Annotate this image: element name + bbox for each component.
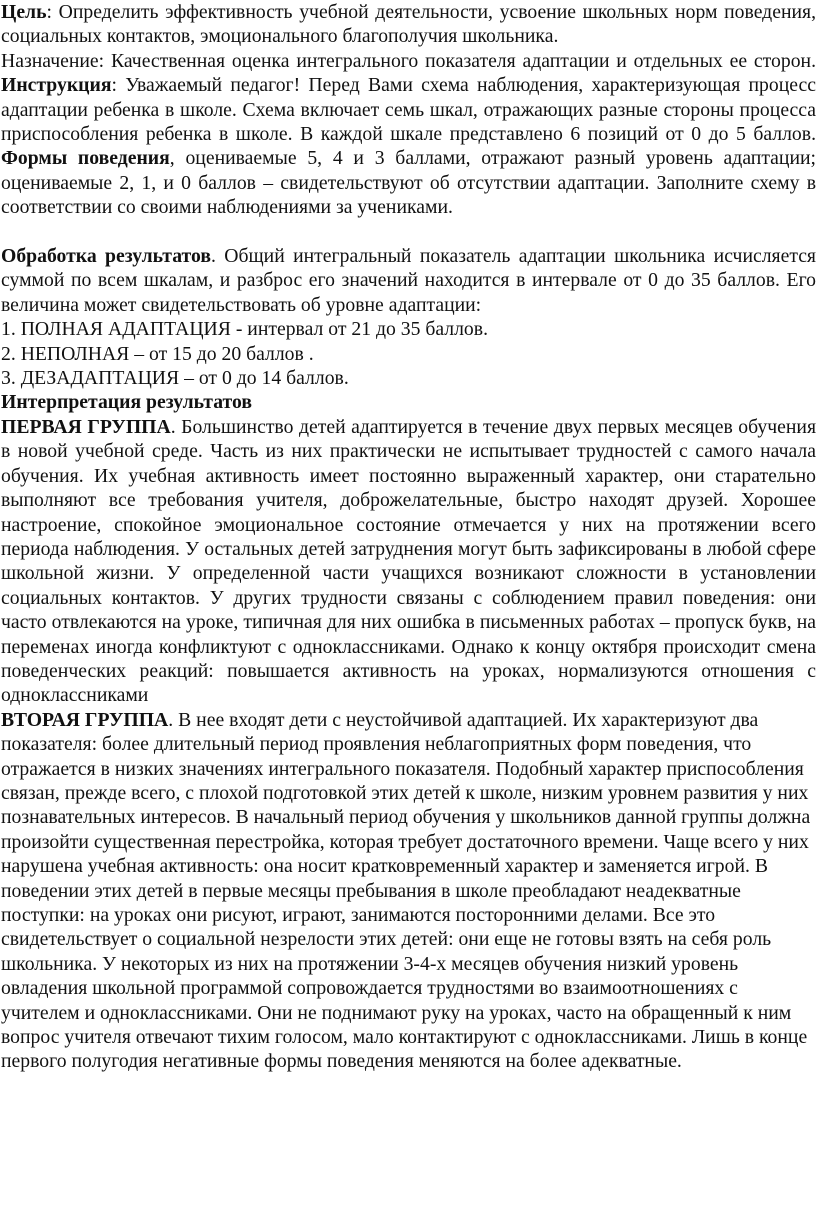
behavior-forms-text: , оцениваемые 5, 4 и 3 баллами, отражают разный уровень адаптации; оцениваемые 2, 1, и 0 баллов – свидетельствуют об отсутствии адаптации. Заполните схему в соответствии со своими наблюдениями за учениками. — [1, 147, 816, 219]
blank-line — [1, 220, 816, 244]
purpose-paragraph — [1, 49, 816, 220]
level-item-partial: 2. НЕПОЛНАЯ – от 15 до 20 баллов . — [1, 342, 314, 365]
interpretation-heading-text: Интерпретация результатов — [1, 391, 252, 414]
group1-label: ПЕРВАЯ ГРУППА — [1, 415, 171, 438]
interpretation-heading — [1, 390, 816, 414]
goal-paragraph — [1, 0, 816, 49]
level-item-maladaptation: 3. ДЕЗАДАПТАЦИЯ – от 0 до 14 баллов. — [1, 367, 349, 390]
processing-label: Обработка результатов — [1, 245, 211, 268]
group1-paragraph — [1, 415, 816, 708]
goal-text: : Определить эффективность учебной деятельности, усвоение школьных норм поведения, социальных контактов, эмоционального благополучия школьника. — [1, 1, 816, 48]
group2-text: . В нее входят дети с неустойчивой адаптацией. Их характеризуют два показателя: более длительный период проявления неблагоприятных форм поведения, что отражается в низких значениях интегрального показателя. Подобный характер приспособления связан, прежде всего, с плохой подготовкой этих детей к школе, низким уровнем развития у них познавательных интересов. В начальный период обучения у школьников данной группы должна произойти существенная перестройка, которая требует достаточного времени. Чаще всего у них нарушена учебная активность: она носит кратковременный характер и заменяется игрой. В поведении этих детей в первые месяцы пребывания в школе преобладают неадекватные поступки: на уроках они рисуют, играют, занимаются посторонними делами. Все это свидетельствует о социальной незрелости этих детей: они еще не готовы взять на себя роль школьника. У некоторых из них на протяжении 3-4-х месяцев обучения низкий уровень овладения школьной программой сопровождается трудностями во взаимоотношениях с учителем и одноклассниками. Они не поднимают руку на уроках, часто на обращенный к ним вопрос учителя отвечают тихим голосом, мало контактируют с одноклассниками. Лишь в конце первого полугодия негативные формы поведения меняются на более адекватные. — [1, 708, 811, 1073]
goal-label: Цель — [1, 1, 47, 23]
group2-label: ВТОРАЯ ГРУППА — [1, 708, 169, 731]
instruction-label: Инструкция — [1, 74, 112, 97]
instruction-text: : Уважаемый педагог! Перед Вами схема наблюдения, характеризующая процесс адаптации ребенка в школе. Схема включает семь шкал, отражающих разные стороны процесса приспособления ребенка в школе. В каждой шкале представлено 6 позиций от 0 до 5 баллов. — [1, 74, 816, 146]
processing-paragraph — [1, 244, 816, 317]
processing-text: . Общий интегральный показатель адаптации школьника исчисляется суммой по всем шкалам, и разброс его значений находится в интервале от 0 до 35 баллов. Его величина может свидетельствовать об уровне адаптации: — [1, 245, 816, 316]
level-item-full: 1. ПОЛНАЯ АДАПТАЦИЯ - интервал от 21 до 35 баллов. — [1, 318, 488, 341]
group1-text: . Большинство детей адаптируется в течение двух первых месяцев обучения в новой учебной среде. Часть из них практически не испытывает трудностей с самого начала обучения. Их учебная активность имеет постоянно выраженный характер, они старательно выполняют все требования учителя, доброжелательные, быстро находят друзей. Хорошее настроение, спокойное эмоциональное состояние отмечается у них на протяжении всего периода наблюдения. У остальных детей затруднения могут быть зафиксированы в любой сфере школьной жизни. У определенной части учащихся возникают сложности в установлении социальных контактов. У других трудности связаны с соблюдением правил поведения: они часто отвлекаются на уроке, типичная для них ошибка в письменных работах – пропуск букв, на переменах иногда конфликтуют с одноклассниками. Однако к концу октября происходит смена поведенческих реакций: повышается активность на уроках, нормализуются отношения с одноклассниками — [1, 415, 816, 707]
purpose-text: Назначение: Качественная оценка интегрального показателя адаптации и отдельных ее сторон. — [1, 49, 816, 72]
group2-paragraph — [1, 708, 816, 1074]
behavior-forms-label: Формы поведения — [1, 147, 170, 170]
